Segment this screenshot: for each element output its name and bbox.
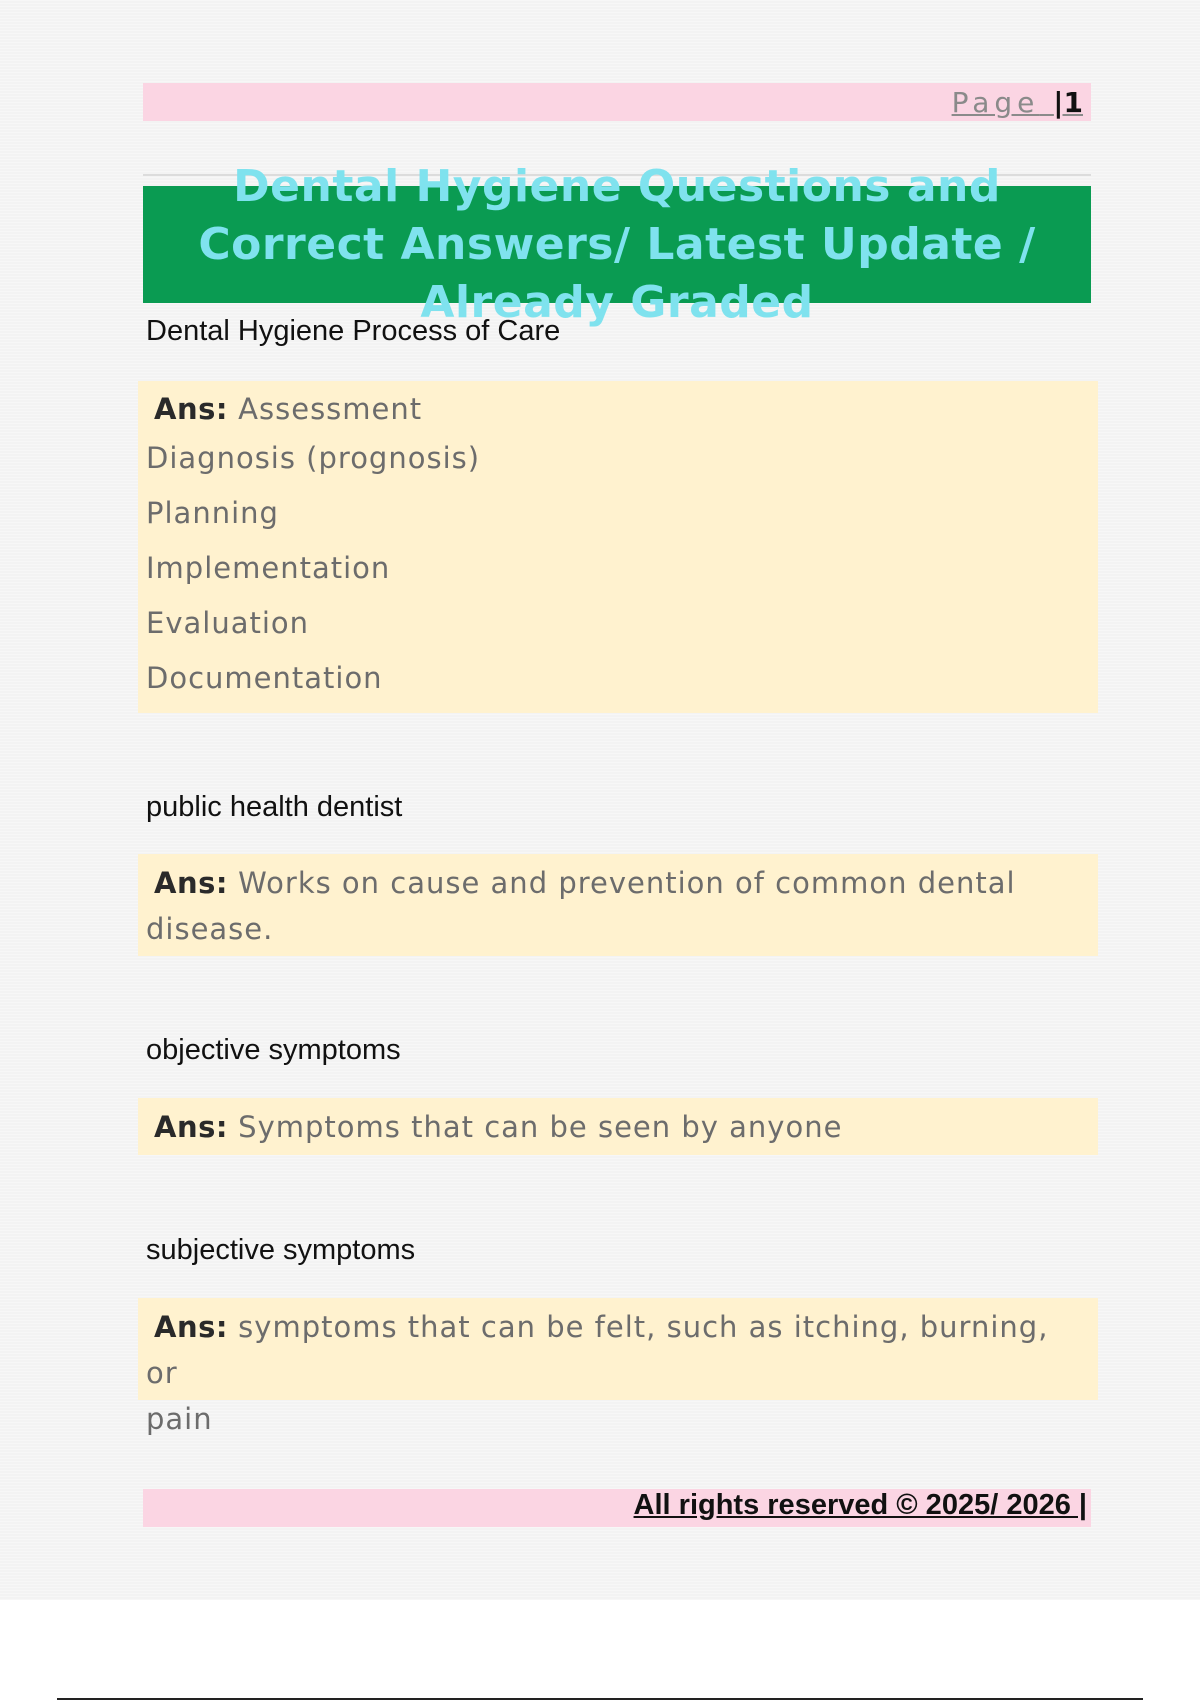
page-separator: | [1053,86,1064,119]
answer-prefix: Ans: [154,866,228,900]
page-label: Page [951,86,1040,119]
title-text: Dental Hygiene Questions and Correct Answers/ Latest Update / Already Graded [198,160,1036,328]
answer-line: Planning [146,496,279,530]
answer-line: Diagnosis (prognosis) [146,441,481,475]
page-footer [143,1489,1091,1527]
answer-prefix: Ans: [154,1310,228,1344]
answer-text: Symptoms that can be seen by anyone [238,1110,843,1144]
answer-box [138,1098,1098,1155]
question-text: Dental Hygiene Process of Care [146,315,561,347]
answer-text: symptoms that can be felt, such as itching, burning, or [146,1310,1049,1390]
answer-line [146,1304,1090,1396]
answer-line [146,860,1090,906]
page-number-label [952,86,1083,119]
answer-line [146,1104,1090,1150]
answer-line: Evaluation [146,606,310,640]
answer-box [138,1298,1098,1436]
page-header [143,83,1091,121]
page-number: 1 [1063,86,1083,119]
answer-line: Documentation [146,661,383,695]
question-text: objective symptoms [146,1034,401,1066]
answer-box [138,854,1098,956]
document-title [143,160,1091,328]
answer-line: pain [146,1402,213,1436]
answer-box [138,381,1098,713]
answer-text: Assessment [238,392,423,426]
answer-text: Works on cause and prevention of common dental [238,866,1016,900]
answer-prefix: Ans: [154,1110,228,1144]
question-text: subjective symptoms [146,1234,416,1266]
answer-line: Implementation [146,551,391,585]
copyright-text: All rights reserved © 2025/ 2026 | [633,1489,1087,1521]
answer-prefix: Ans: [154,392,228,426]
answer-line: disease. [146,912,274,946]
answer-line [146,387,1090,431]
question-text: public health dentist [146,791,403,823]
